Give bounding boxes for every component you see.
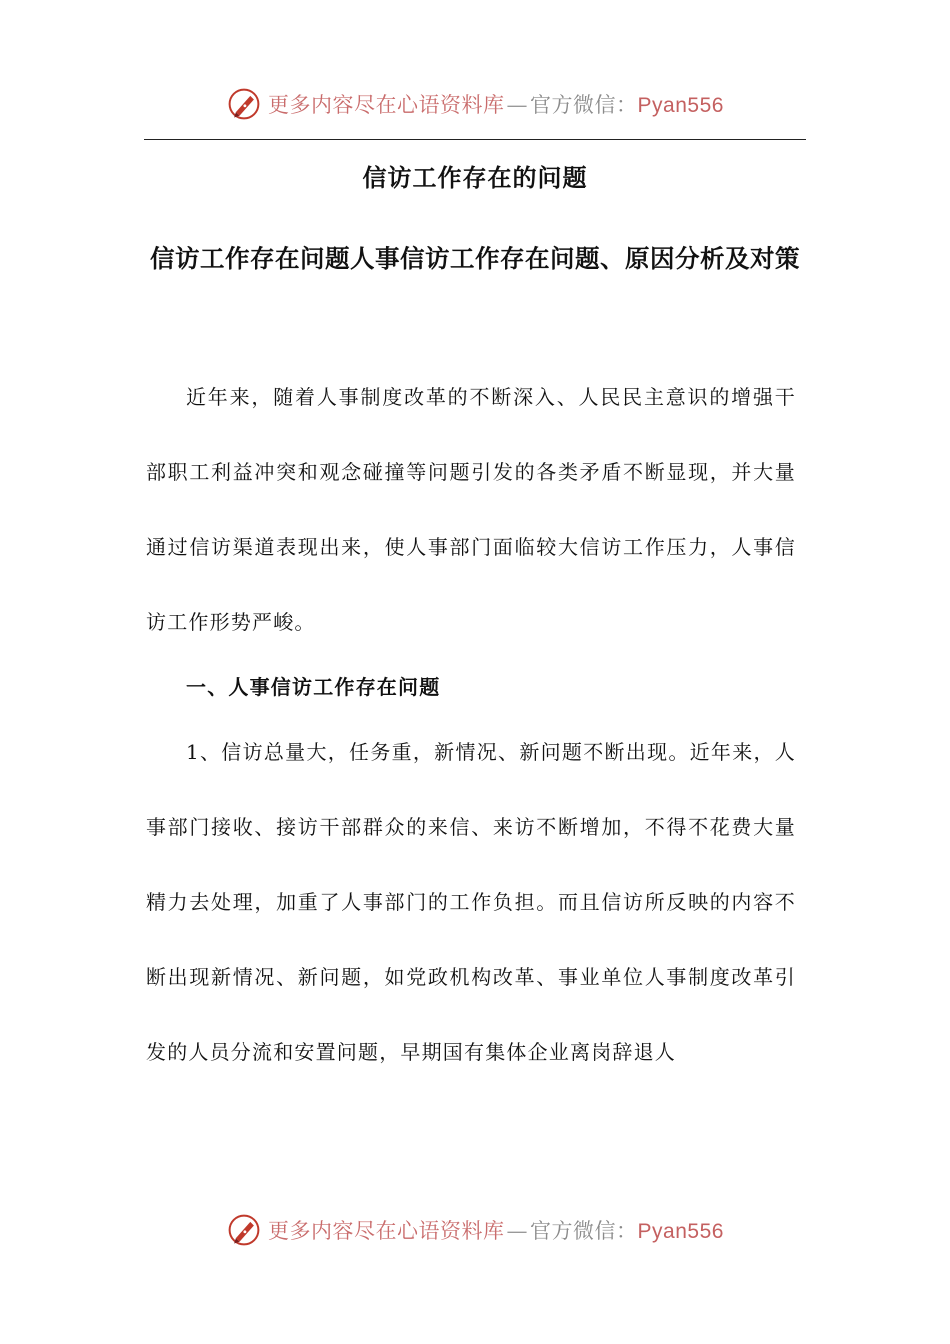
section-heading: 一、人事信访工作存在问题 [186,675,441,699]
pen-nib-icon [226,1212,262,1248]
banner-main: 更多内容尽在心语资料库 [268,1219,505,1243]
document-body [146,360,796,1090]
banner-wechat-label: 官方微信： [530,1219,638,1243]
banner-wechat-id: Pyan556 [637,94,724,117]
document-subtitle: 信访工作存在问题人事信访工作存在问题、原因分析及对策 [150,244,800,273]
footer-banner [0,1208,950,1252]
banner-text [268,89,724,119]
banner-separator: — [506,93,529,117]
banner-text [268,1215,724,1245]
intro-paragraph: 近年来，随着人事制度改革的不断深入、人民民主意识的增强干部职工利益冲突和观念碰撞等问题引发的各类矛盾不断显现，并大量通过信访渠道表现出来，使人事部门面临较大信访工作压力，人事信访工作形势严峻。 [146,385,796,634]
document-title: 信访工作存在的问题 [362,163,588,192]
banner-separator: — [506,1219,529,1243]
banner-wechat-label: 官方微信： [530,93,638,117]
banner-wechat-id: Pyan556 [637,1220,724,1243]
section-paragraph: 1、信访总量大，任务重，新情况、新问题不断出现。近年来，人事部门接收、接访干部群众的来信、来访不断增加，不得不花费大量精力去处理，加重了人事部门的工作负担。而且信访所反映的内容不断出现新情况、新问题，如党政机构改革、事业单位人事制度改革引发的人员分流和安置问题，早期国有集体企业离岗辞退人 [146,740,796,1064]
header-banner [0,82,950,126]
banner-main: 更多内容尽在心语资料库 [268,93,505,117]
header-divider [144,139,806,140]
pen-nib-icon [226,86,262,122]
